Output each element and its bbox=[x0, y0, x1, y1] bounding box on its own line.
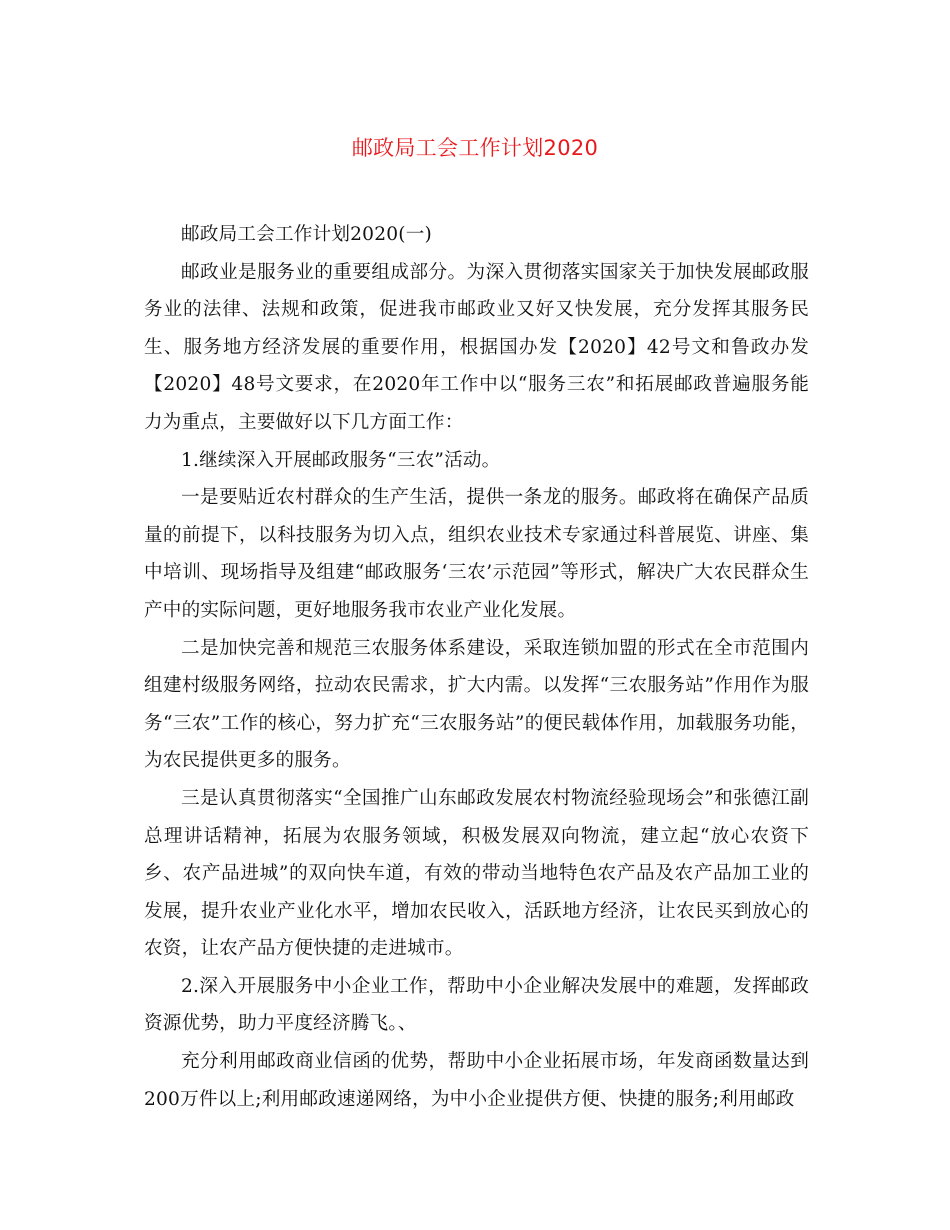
document-body bbox=[144, 216, 809, 1118]
paragraph-heading-1: 1.继续深入开展邮政服务“三农”活动。 bbox=[181, 449, 501, 471]
paragraph-item-1: 一是要贴近农村群众的生产生活，提供一条龙的服务。邮政将在确保产品质量的前提下，以科技服务为切入点，组织农业技术专家通过科普展览、讲座、集中培训、现场指导及组建“邮政服务‘三农’示范园”等形式，解决广大农民群众生产中的实际问题，更好地服务我市农业产业化发展。 bbox=[144, 487, 809, 621]
paragraph-item-3: 三是认真贯彻落实“全国推广山东邮政发展农村物流经验现场会”和张德江副总理讲话精神，拓展为农服务领域，积极发展双向物流，建立起“放心农资下乡、农产品进城”的双向快车道，有效的带动当地特色农产品及农产品加工业的发展，提升农业产业化水平，增加农民收入，活跃地方经济，让农民买到放心的农资，让农产品方便快捷的走进城市。 bbox=[144, 787, 809, 960]
paragraph-item-4: 充分利用邮政商业信函的优势，帮助中小企业拓展市场，年发商函数量达到200万件以上;利用邮政速递网络，为中小企业提供方便、快捷的服务;利用邮政 bbox=[144, 1051, 809, 1110]
paragraph-intro: 邮政业是服务业的重要组成部分。为深入贯彻落实国家关于加快发展邮政服务业的法律、法规和政策，促进我市邮政业又好又快发展，充分发挥其服务民生、服务地方经济发展的重要作用，根据国办发【2020】42号文和鲁政办发【2020】48号文要求，在2020年工作中以“服务三农”和拓展邮政普遍服务能力为重点，主要做好以下几方面工作： bbox=[144, 261, 809, 433]
paragraph-item-2: 二是加快完善和规范三农服务体系建设，采取连锁加盟的形式在全市范围内组建村级服务网络，拉动农民需求，扩大内需。以发挥“三农服务站”作用作为服务“三农”工作的核心，努力扩充“三农服务站”的便民载体作用，加载服务功能，为农民提供更多的服务。 bbox=[144, 637, 809, 772]
paragraph-subtitle: 邮政局工会工作计划2020(一) bbox=[181, 224, 432, 245]
paragraph-heading-2: 2.深入开展服务中小企业工作，帮助中小企业解决发展中的难题，发挥邮政资源优势，助力平度经济腾飞。、 bbox=[144, 975, 809, 1035]
document-title: 邮政局工会工作计划2020 bbox=[351, 136, 599, 160]
